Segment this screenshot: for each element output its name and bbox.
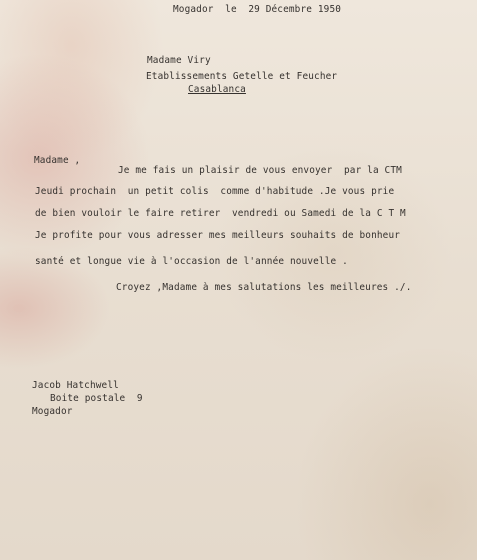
salutation: Madame , — [34, 155, 81, 166]
recipient-city: Casablanca — [188, 84, 246, 95]
body-line-1: Je me fais un plaisir de vous envoyer par la CTM — [118, 165, 402, 176]
body-line-5: santé et longue vie à l'occasion de l'année nouvelle . — [35, 256, 348, 267]
sender-name: Jacob Hatchwell — [32, 380, 119, 391]
body-line-4: Je profite pour vous adresser mes meilleurs souhaits de bonheur — [35, 230, 401, 241]
recipient-company: Etablissements Getelle et Feucher — [146, 71, 338, 82]
sender-box: Boite postale 9 — [50, 393, 143, 404]
body-line-3: de bien vouloir le faire retirer vendredi ou Samedi de la C T M — [35, 208, 406, 219]
place-date: Mogador le 29 Décembre 1950 — [173, 4, 342, 15]
closing: Croyez ,Madame à mes salutations les meilleures ./. — [116, 282, 412, 293]
sender-city: Mogador — [32, 406, 73, 417]
recipient-name: Madame Viry — [147, 55, 211, 66]
body-line-2: Jeudi prochain un petit colis comme d'habitude .Je vous prie — [35, 186, 395, 197]
